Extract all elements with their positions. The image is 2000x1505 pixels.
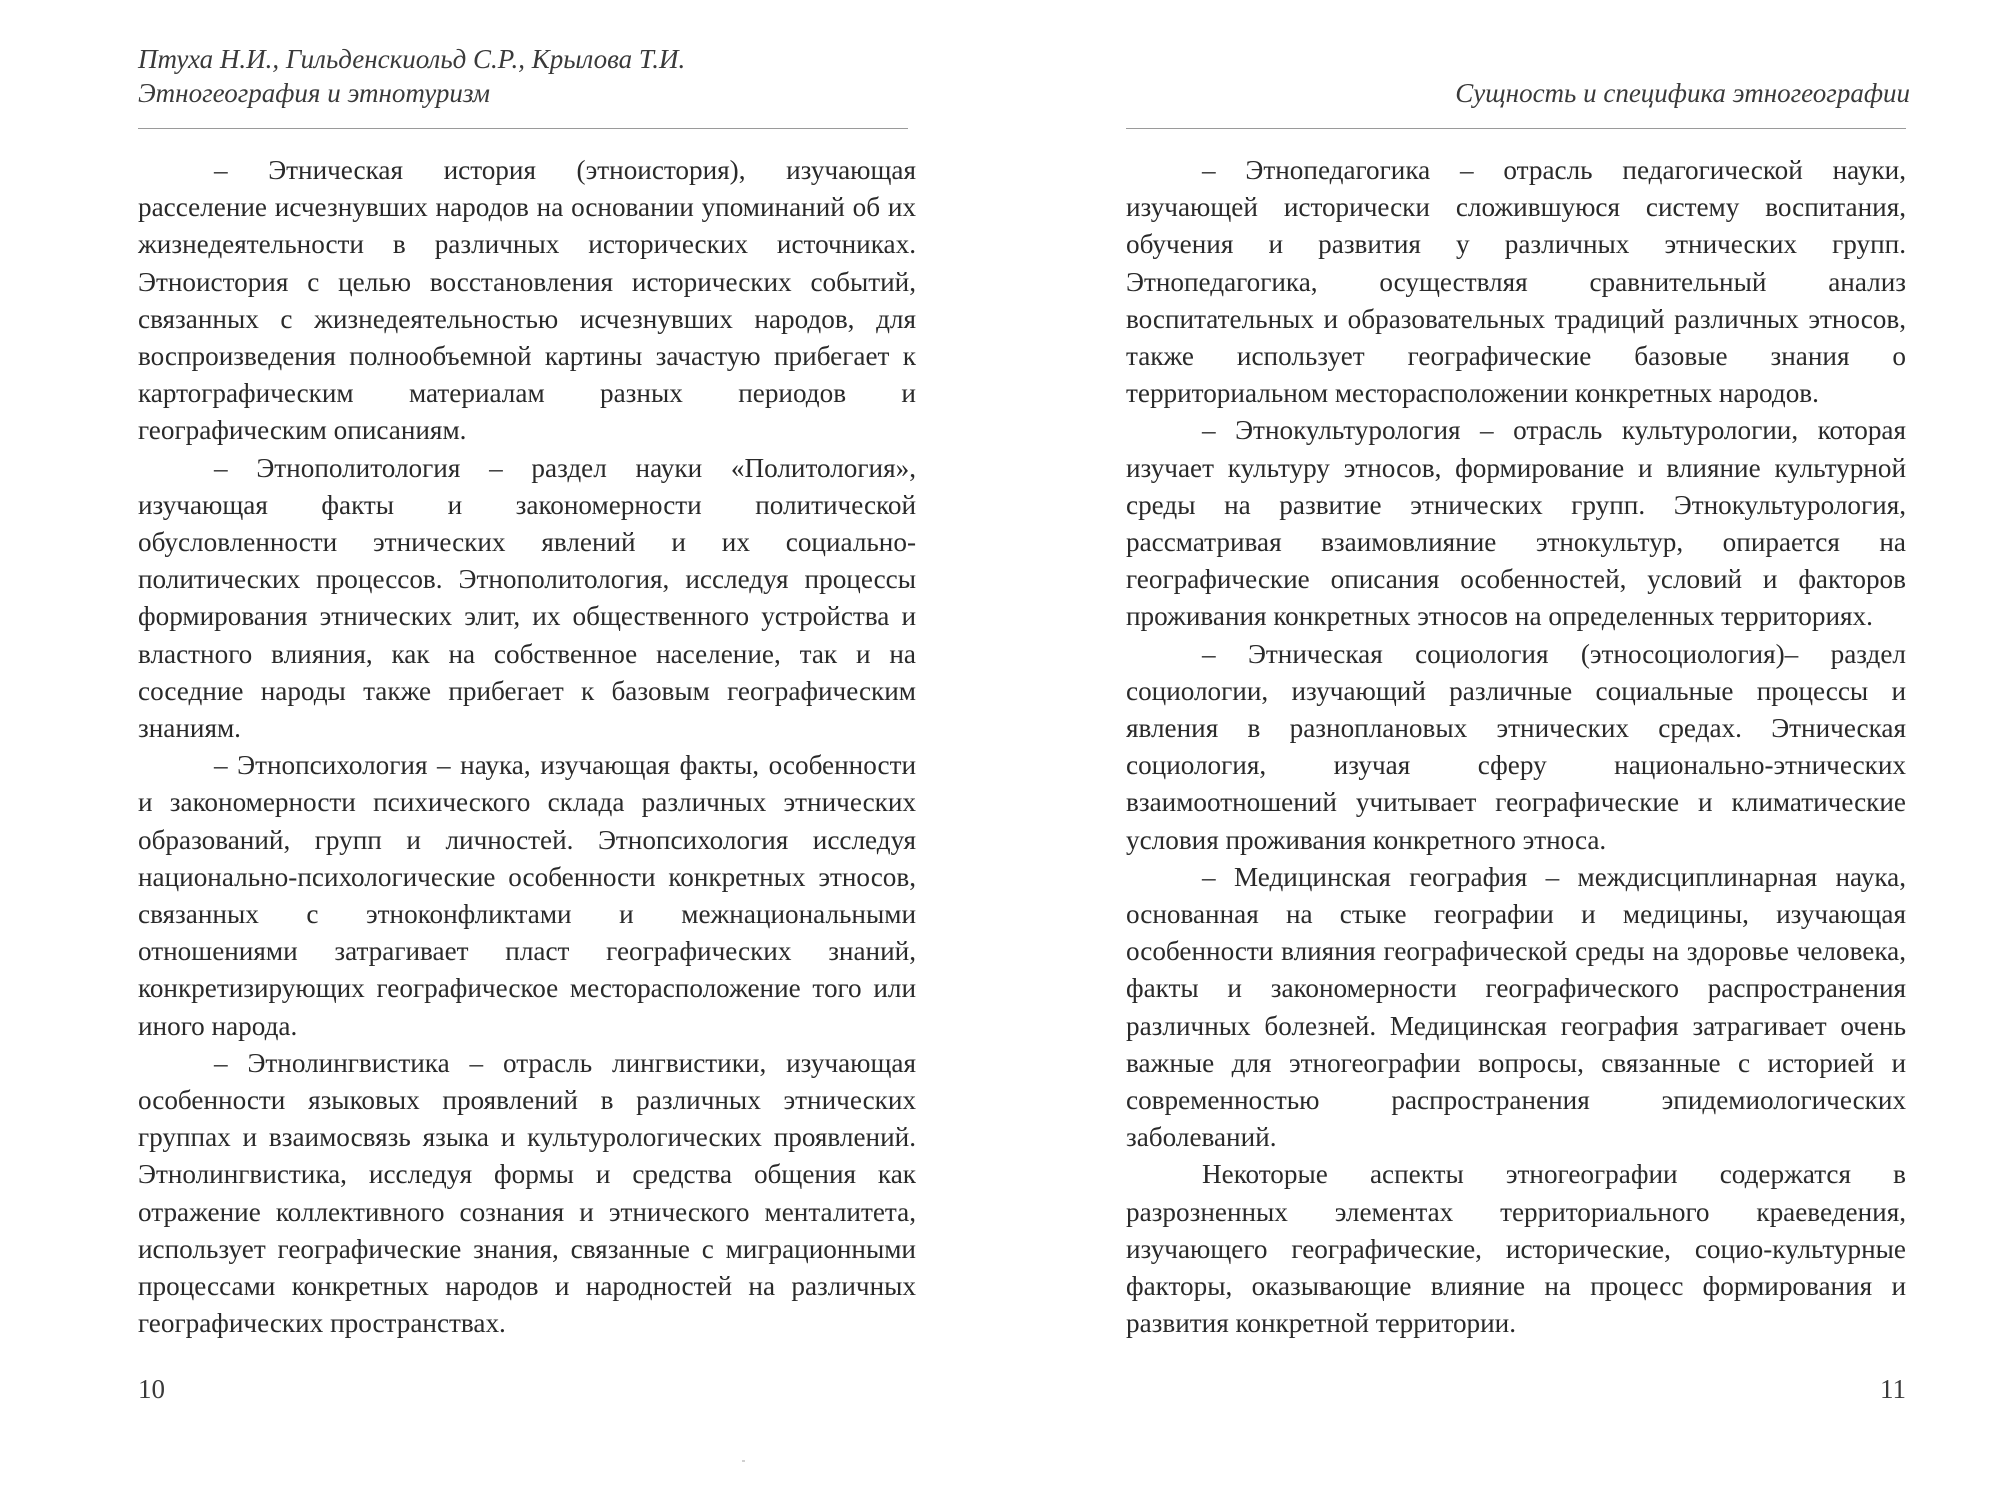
paragraph-ethnohistory: – Этническая история (этноистория), изучающая расселение исчезнувших народов на основании упоминаний об их жизнедеятельности в различных исторических источниках. Этноистория с целью восстановления исторических событий, связанных с жизнедеятельностью исчезнувших народов, для воспроизведения полнообъемной картины зачастую прибегает к картографическим материалам разных периодов и географическим описаниям.: [138, 155, 916, 446]
paragraph-ethnopsychology: – Этнопсихология – наука, изучающая факты, особенности и закономерности психического склада различных этнических образований, групп и личностей. Этнопсихология исследуя национально-психологические особенности конкретных этносов, связанных с этноконфликтами и межнациональными отношениями затрагивает пласт географических знаний, конкретизирующих географическое месторасположение того или иного народа.: [138, 750, 916, 1041]
scan-mark: [742, 1460, 745, 1462]
paragraph-ethnopedagogy: – Этнопедагогика – отрасль педагогической науки, изучающей исторически сложившуюся систему воспитания, обучения и развития у различных этнических групп. Этнопедагогика, осуществляя сравнительный анализ воспитательных и образовательных традиций различных этносов, также использует географические базовые знания о территориальном месторасположении конкретных народов.: [1126, 155, 1906, 409]
paragraph-local-history: Некоторые аспекты этногеографии содержатся в разрозненных элементах территориального краеведения, изучающего географические, исторические, социо-культурные факторы, оказывающие влияние на процесс формирования и развития конкретной территории.: [1126, 1159, 1906, 1339]
header-rule: [138, 128, 908, 129]
running-header-right: [1120, 76, 1910, 110]
paragraph-ethnoculturology: – Этнокультурология – отрасль культурологии, которая изучает культуру этносов, формирование и влияние культурной среды на развитие этнических групп. Этнокультурология, рассматривая взаимовлияние этнокультур, опирается на географические описания особенностей, условий и факторов проживания конкретных этносов на определенных территориях.: [1126, 415, 1906, 632]
page-body-left: [138, 152, 916, 1343]
running-header-left: [138, 42, 918, 110]
page-number-right: 11: [1880, 1374, 1906, 1404]
paragraph-medical-geography: – Медицинская география – междисциплинарная наука, основанная на стыке географии и медицины, изучающая особенности влияния географической среды на здоровье человека, факты и закономерности географического распространения различных болезней. Медицинская география затрагивает очень важные для этногеографии вопросы, связанные с историей и современностью распространения эпидемиологических заболеваний.: [1126, 861, 1906, 1153]
header-rule: [1126, 128, 1906, 129]
header-chapter-title: Сущность и специфика этногеографии: [1455, 78, 1910, 108]
right-page: [1000, 0, 2000, 1505]
paragraph-ethnopolitology: – Этнополитология – раздел науки «Политология», изучающая факты и закономерности политической обусловленности этнических явлений и их социально-политических процессов. Этнополитология, исследуя процессы формирования этнических элит, их общественного устройства и властного влияния, как на собственное население, так и на соседние народы также прибегает к базовым географическим знаниям.: [138, 452, 916, 744]
paragraph-ethnosociology: – Этническая социология (этносоциология)– раздел социологии, изучающий различные социальные процессы и явления в разноплановых этнических средах. Этническая социология, изучая сферу национально-этнических взаимоотношений учитывает географические и климатические условия проживания конкретного этноса.: [1126, 638, 1906, 855]
page-number-left: 10: [138, 1374, 165, 1404]
page-body-right: [1126, 152, 1906, 1343]
paragraph-ethnolinguistics: – Этнолингвистика – отрасль лингвистики, изучающая особенности языковых проявлений в различных этнических группах и взаимосвязь языка и культурологических проявлений. Этнолингвистика, исследуя формы и средства общения как отражение коллективного сознания и этнического менталитета, использует географические знания, связанные с миграционными процессами конкретных народов и народностей на различных географических пространствах.: [138, 1047, 916, 1339]
header-authors: Птуха Н.И., Гильденскиольд С.Р., Крылова Т.И.: [138, 44, 686, 74]
header-book-title: Этногеография и этнотуризм: [138, 78, 490, 108]
